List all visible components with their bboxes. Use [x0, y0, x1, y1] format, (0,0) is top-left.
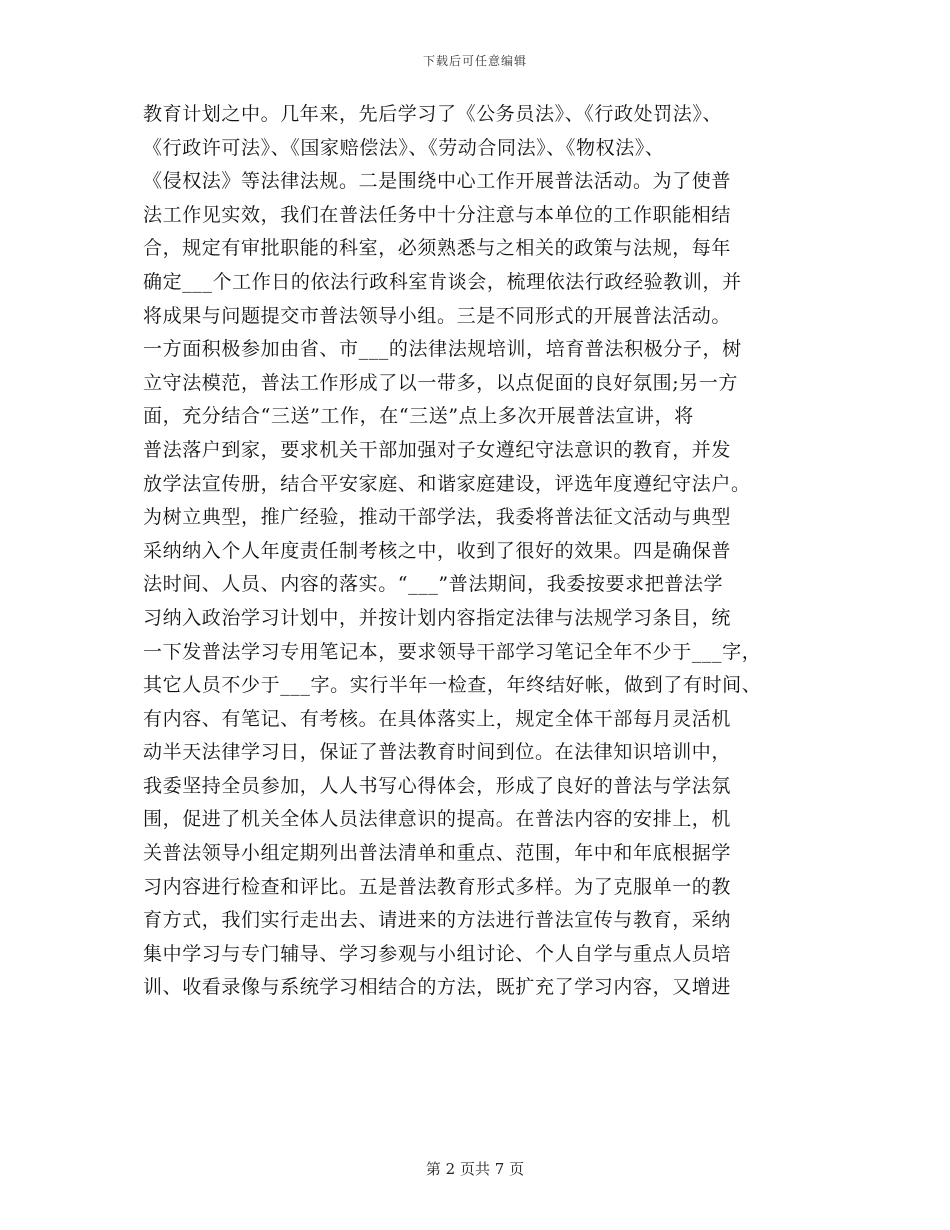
text-line: 放学法宣传册，结合平安家庭、和谐家庭建设，评选年度遵纪守法户。 — [143, 472, 751, 495]
text-line: 关普法领导小组定期列出普法清单和重点、范围，年中和年底根据学 — [143, 842, 732, 865]
text-line: 将成果与问题提交市普法领导小组。三是不同形式的开展普法活动。 — [143, 304, 732, 327]
text-line: 法时间、人员、内容的落实。“___”普法期间，我委按要求把普法学 — [143, 573, 724, 596]
text-line: 面，充分结合“三送”工作，在“三送”点上多次开展普法宣讲，将 — [143, 405, 694, 428]
document-body — [143, 98, 823, 1005]
text-line: 习纳入政治学习计划中，并按计划内容指定法律与法规学习条目，统 — [143, 606, 732, 629]
text-line: 确定___个工作日的依法行政科室肯谈会，梳理依法行政经验教训，并 — [143, 270, 742, 293]
text-line: 我委坚持全员参加，人人书写心得体会，形成了良好的普法与学法氛 — [143, 774, 732, 797]
text-line: 法工作见实效，我们在普法任务中十分注意与本单位的工作职能相结 — [143, 203, 732, 226]
text-line: 《侵权法》等法律法规。二是围绕中心工作开展普法活动。为了使普 — [143, 170, 732, 193]
text-line: 一方面积极参加由省、市___的法律法规培训，培育普法积极分子，树 — [143, 338, 742, 361]
text-line: 围，促进了机关全体人员法律意识的提高。在普法内容的安排上，机 — [143, 808, 732, 831]
page-header: 下载后可任意编辑 — [422, 54, 527, 68]
text-line: 立守法模范，普法工作形成了以一带多，以点促面的良好氛围;另一方 — [143, 371, 739, 394]
text-line: 教育计划之中。几年来，先后学习了《公务员法》、《行政处罚法》、 — [143, 103, 723, 125]
text-line: 育方式，我们实行走出去、请进来的方法进行普法宣传与教育，采纳 — [143, 909, 732, 932]
page-number: 第 2 页共 7 页 — [425, 1160, 525, 1178]
text-line: 普法落户到家，要求机关干部加强对子女遵纪守法意识的教育，并发 — [143, 438, 732, 461]
text-line: 一下发普法学习专用笔记本，要求领导干部学习笔记全年不少于___字， — [143, 640, 762, 663]
text-line: 训、收看录像与系统学习相结合的方法，既扩充了学习内容，又增进 — [143, 976, 732, 999]
text-line: 合，规定有审批职能的科室，必须熟悉与之相关的政策与法规，每年 — [143, 237, 732, 260]
text-line: 有内容、有笔记、有考核。在具体落实上，规定全体干部每月灵活机 — [143, 707, 732, 730]
text-line: 采纳纳入个人年度责任制考核之中，收到了很好的效果。四是确保普 — [143, 539, 732, 562]
text-line: 动半天法律学习日，保证了普法教育时间到位。在法律知识培训中， — [143, 741, 732, 764]
text-line: 为树立典型，推广经验，推动干部学法，我委将普法征文活动与典型 — [143, 506, 732, 529]
text-line: 其它人员不少于___字。实行半年一检查，年终结好帐，做到了有时间、 — [143, 674, 762, 697]
text-line: 《行政许可法》、《国家赔偿法》、《劳动合同法》、《物权法》、 — [143, 136, 665, 159]
text-line: 集中学习与专门辅导、学习参观与小组讨论、个人自学与重点人员培 — [143, 942, 732, 965]
text-line: 习内容进行检查和评比。五是普法教育形式多样。为了克服单一的教 — [143, 875, 732, 898]
